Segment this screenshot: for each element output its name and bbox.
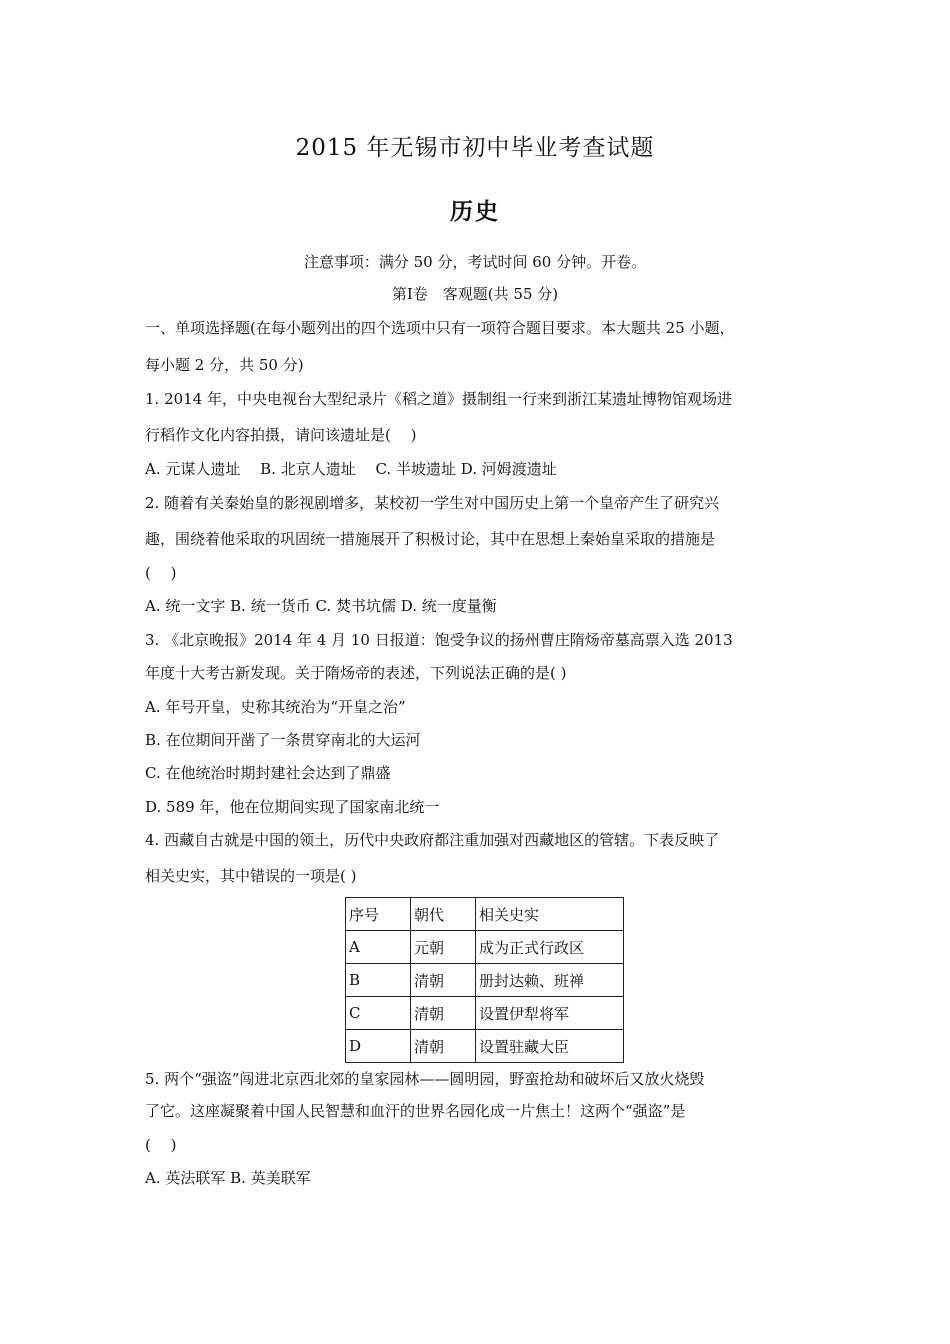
- history-facts-table: [345, 897, 624, 1063]
- question-3-text-cont: 年度十大考古新发现。关于隋炀帝的表述，下列说法正确的是( ): [145, 664, 567, 682]
- section-instruction-line1: 一、单项选择题(在每小题列出的四个选项中只有一项符合题目要求。本大题共 25 小题，: [145, 319, 735, 337]
- table-cell: B: [346, 964, 411, 997]
- question-4-text-cont: 相关史实，其中错误的一项是( ): [145, 867, 357, 885]
- subject-heading: 历史: [450, 198, 500, 225]
- question-2-options: A. 统一文字 B. 统一货币 C. 焚书坑儒 D. 统一度量衡: [145, 597, 497, 615]
- table-cell: 成为正式行政区: [476, 931, 624, 964]
- table-cell: 设置伊犁将军: [476, 997, 624, 1030]
- question-3-option-d: D. 589 年，他在位期间实现了国家南北统一: [145, 798, 440, 816]
- section-instruction-line2: 每小题 2 分，共 50 分): [145, 356, 304, 374]
- question-3-option-c: C. 在他统治时期封建社会达到了鼎盛: [145, 764, 391, 782]
- table-row: [346, 931, 624, 964]
- question-1-text: 1. 2014 年，中央电视台大型纪录片《稻之道》摄制组一行来到浙江某遗址博物馆观场进: [145, 390, 733, 408]
- table-cell: 设置驻藏大臣: [476, 1030, 624, 1063]
- table-cell: 清朝: [411, 997, 476, 1030]
- exam-notice: 注意事项：满分 50 分，考试时间 60 分钟。开卷。: [303, 253, 647, 271]
- table-cell: 清朝: [411, 964, 476, 997]
- volume-heading: 第Ⅰ卷 客观题(共 55 分): [391, 285, 559, 303]
- table-header-cell: 序号: [346, 898, 411, 931]
- question-5-options: A. 英法联军 B. 英美联军: [145, 1169, 311, 1187]
- table-cell: A: [346, 931, 411, 964]
- question-1-text-cont: 行稻作文化内容拍摄，请问该遗址是( ): [145, 426, 417, 444]
- exam-title: 2015 年无锡市初中毕业考查试题: [295, 135, 655, 161]
- table-cell: 元朝: [411, 931, 476, 964]
- table-cell: 清朝: [411, 1030, 476, 1063]
- question-3-text: 3. 《北京晚报》2014 年 4 月 10 日报道：饱受争议的扬州曹庄隋炀帝墓高票入选 2013: [145, 631, 733, 649]
- table-row: [346, 997, 624, 1030]
- question-5-answer-blank: ( ): [145, 1136, 177, 1154]
- table-header-cell: 相关史实: [476, 898, 624, 931]
- table-row: [346, 964, 624, 997]
- question-3-option-a: A. 年号开皇，史称其统治为“开皇之治”: [145, 698, 406, 716]
- table-header-row: [346, 898, 624, 931]
- question-2-answer-blank: ( ): [145, 564, 177, 582]
- table-cell: D: [346, 1030, 411, 1063]
- question-2-text-cont: 趣，围绕着他采取的巩固统一措施展开了积极讨论，其中在思想上秦始皇采取的措施是: [145, 530, 716, 548]
- table-header-cell: 朝代: [411, 898, 476, 931]
- question-1-options: A. 元谋人遗址 B. 北京人遗址 C. 半坡遗址 D. 河姆渡遗址: [145, 460, 557, 478]
- question-2-text: 2. 随着有关秦始皇的影视剧增多，某校初一学生对中国历史上第一个皇帝产生了研究兴: [145, 494, 720, 512]
- table-row: [346, 1030, 624, 1063]
- question-4-text: 4. 西藏自古就是中国的领土，历代中央政府都注重加强对西藏地区的管辖。下表反映了: [145, 831, 720, 849]
- table-cell: 册封达赖、班禅: [476, 964, 624, 997]
- table-cell: C: [346, 997, 411, 1030]
- question-5-text-cont: 了它。这座凝聚着中国人民智慧和血汗的世界名园化成一片焦土！这两个“强盗”是: [145, 1102, 686, 1120]
- question-3-option-b: B. 在位期间开凿了一条贯穿南北的大运河: [145, 731, 421, 749]
- question-5-text: 5. 两个“强盗”闯进北京西北郊的皇家园林——圆明园，野蛮抢劫和破坏后又放火烧毁: [145, 1070, 705, 1088]
